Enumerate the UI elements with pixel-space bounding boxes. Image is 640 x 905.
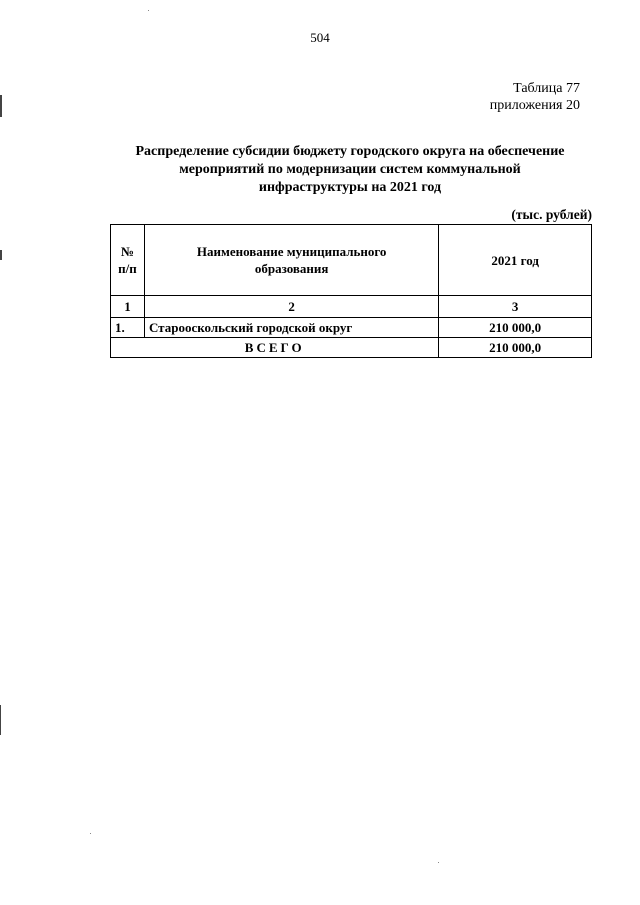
document-title: [90, 143, 610, 197]
total-row: [111, 338, 592, 358]
header-municipality: [144, 225, 438, 296]
column-number-1: 1: [111, 296, 145, 318]
table-reference: [490, 80, 580, 114]
scan-edge-mark: [0, 705, 1, 735]
table-header-row: [111, 225, 592, 296]
total-label: ВСЕГО: [111, 338, 439, 358]
table-reference-line2: приложения 20: [489, 98, 580, 113]
header-number: [111, 225, 145, 296]
document-title-line3: инфраструктуры на 2021 год: [258, 180, 442, 195]
column-number-row: [111, 296, 592, 318]
scan-edge-mark: [0, 95, 2, 117]
header-year: 2021 год: [439, 225, 592, 296]
header-number-line2: п/п: [118, 261, 137, 276]
row-value: 210 000,0: [439, 318, 592, 338]
header-number-line1: №: [120, 244, 135, 259]
units-label: (тыс. рублей): [511, 207, 592, 222]
page-number: 504: [310, 30, 330, 45]
row-number: 1.: [111, 318, 145, 338]
column-number-3: 3: [439, 296, 592, 318]
document-title-line2: мероприятий по модернизации систем коммунальной: [179, 162, 521, 177]
header-municipality-line1: Наименование муниципального: [196, 244, 387, 259]
scan-speck: [438, 862, 439, 863]
row-municipality: Старооскольский городской округ: [144, 318, 438, 338]
scan-speck: [90, 833, 91, 834]
subsidy-table: [110, 224, 592, 358]
scan-speck: [148, 10, 149, 11]
table-reference-line1: Таблица 77: [513, 81, 580, 96]
column-number-2: 2: [144, 296, 438, 318]
total-value: 210 000,0: [439, 338, 592, 358]
document-title-line1: Распределение субсидии бюджету городского округа на обеспечение: [135, 144, 565, 159]
header-municipality-line2: образования: [254, 261, 329, 276]
table-row: [111, 318, 592, 338]
scan-edge-mark: [0, 250, 2, 260]
